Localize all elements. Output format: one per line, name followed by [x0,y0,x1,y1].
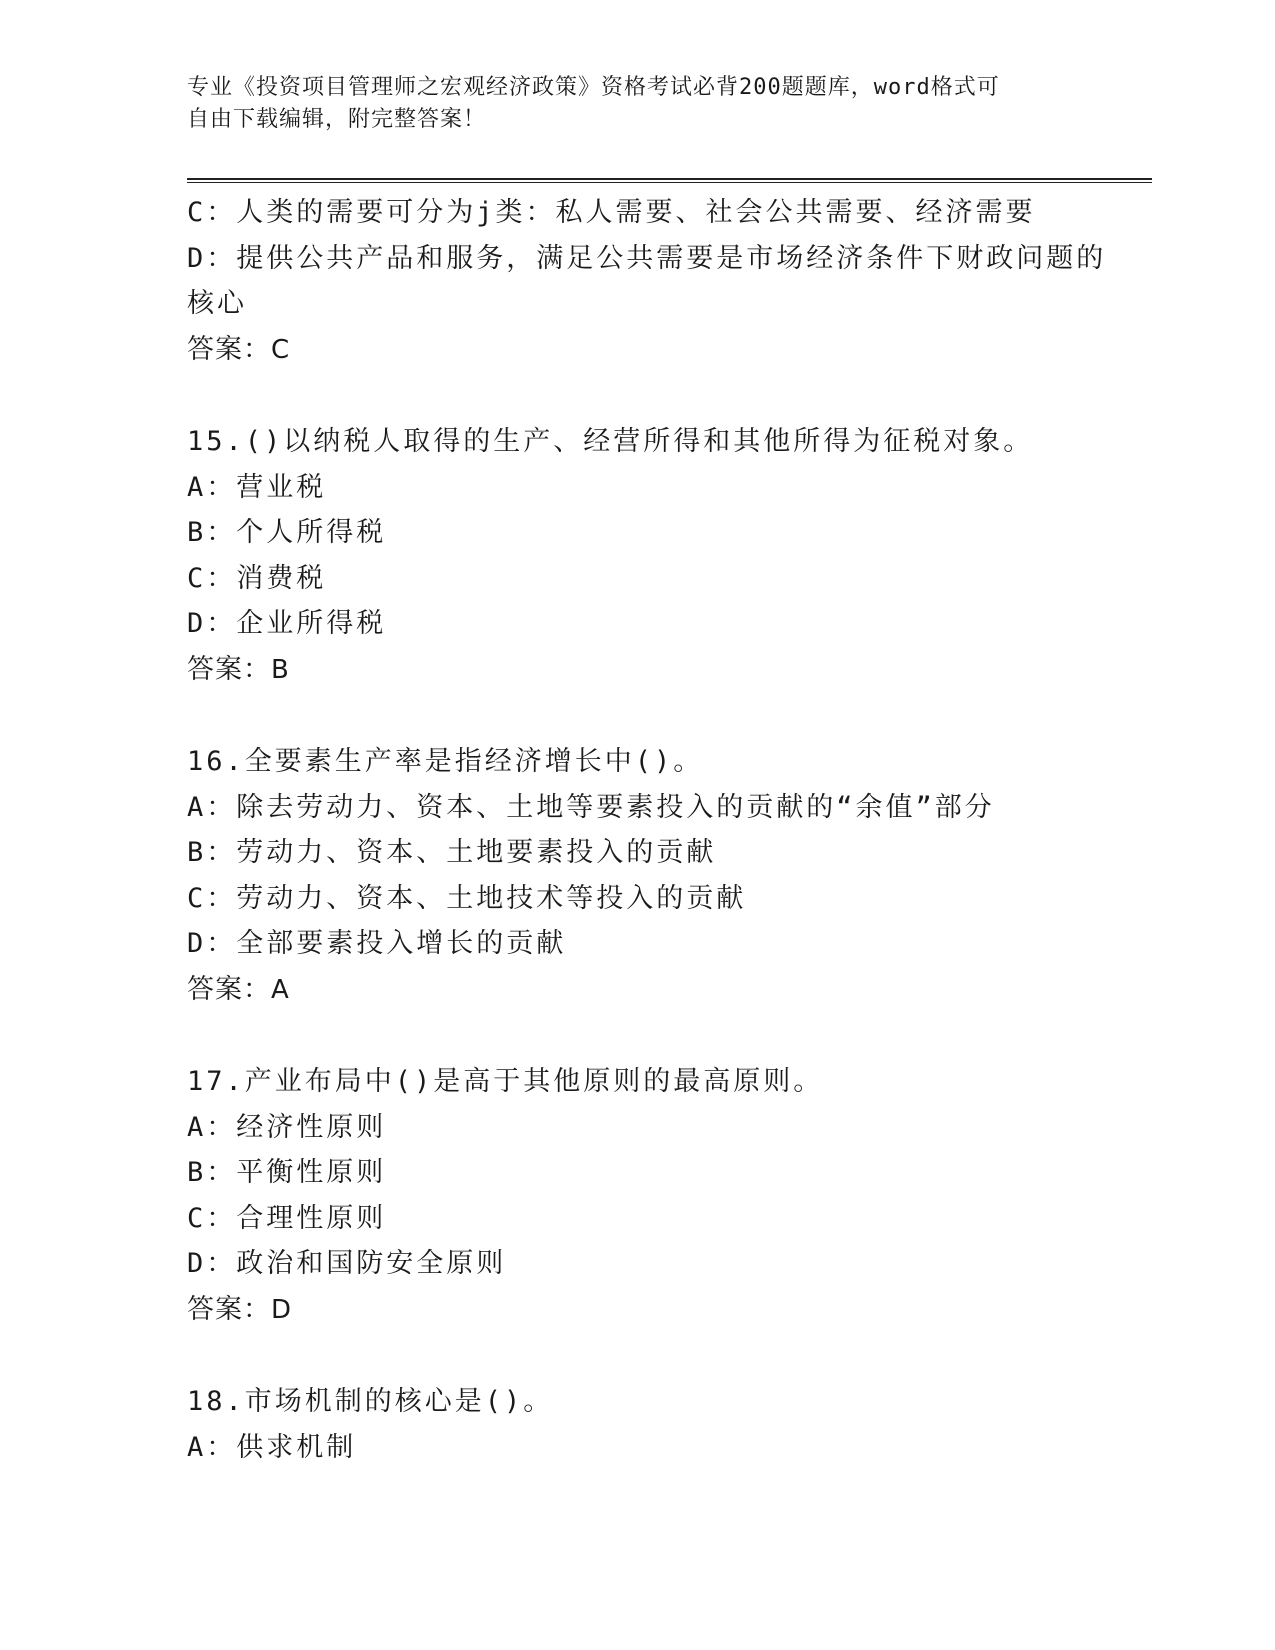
header-title-line-1: 专业《投资项目管理师之宏观经济政策》资格考试必背200题题库，word格式可 [187,75,1000,100]
option-c: C：合理性原则 [187,1202,387,1234]
question-block-16 [187,739,1087,1013]
option-a: A：经济性原则 [187,1111,387,1143]
spacer [187,693,1087,739]
option-a: A：除去劳动力、资本、土地等要素投入的贡献的“余值”部分 [187,791,995,823]
question-stem: 16.全要素生产率是指经济增长中()。 [187,746,704,777]
option-d-continued: 核心 [187,288,247,319]
question-block-14 [187,190,1107,373]
answer-label: 答案： [187,653,271,685]
option-d: D：政治和国防安全原则 [187,1248,507,1279]
option-d: D：企业所得税 [187,608,387,639]
option-b: B：平衡性原则 [187,1157,387,1188]
answer-label: 答案： [187,333,271,365]
answer-line [187,1287,1087,1334]
answer-line [187,647,1087,694]
option-b: B：个人所得税 [187,517,387,548]
answer-line [187,967,1087,1014]
answer-value: C [271,334,293,365]
option-c: C：劳动力、资本、土地技术等投入的贡献 [187,882,747,914]
question-block-17 [187,1059,1087,1333]
answer-label: 答案： [187,973,271,1005]
question-block-15 [187,419,1087,693]
answer-label: 答案： [187,1293,271,1325]
answer-value: B [271,654,292,685]
option-a: A：供求机制 [187,1431,357,1463]
answer-value: D [271,1294,295,1325]
answer-line [187,327,1087,374]
question-stem: 15.()以纳税人取得的生产、经营所得和其他所得为征税对象。 [187,426,1034,457]
option-b: B：劳动力、资本、土地要素投入的贡献 [187,837,717,868]
question-stem: 17.产业布局中()是高于其他原则的最高原则。 [187,1066,824,1097]
option-c: C：消费税 [187,562,327,594]
answer-value: A [271,974,292,1005]
spacer [187,1013,1087,1059]
header-divider [187,178,1152,183]
document-header [187,72,1067,136]
spacer [187,1333,1087,1379]
spacer [187,373,1087,419]
question-stem: 18.市场机制的核心是()。 [187,1386,554,1417]
option-d: D：提供公共产品和服务，满足公共需要是市场经济条件下财政问题的 [187,242,1107,274]
question-block-18 [187,1379,1087,1470]
header-title-line-2: 自由下载编辑，附完整答案！ [187,107,487,132]
question-content [187,190,1107,1470]
option-a: A：营业税 [187,471,327,503]
option-d: D：全部要素投入增长的贡献 [187,928,567,959]
option-c: C：人类的需要可分为j类：私人需要、社会公共需要、经济需要 [187,197,1036,228]
